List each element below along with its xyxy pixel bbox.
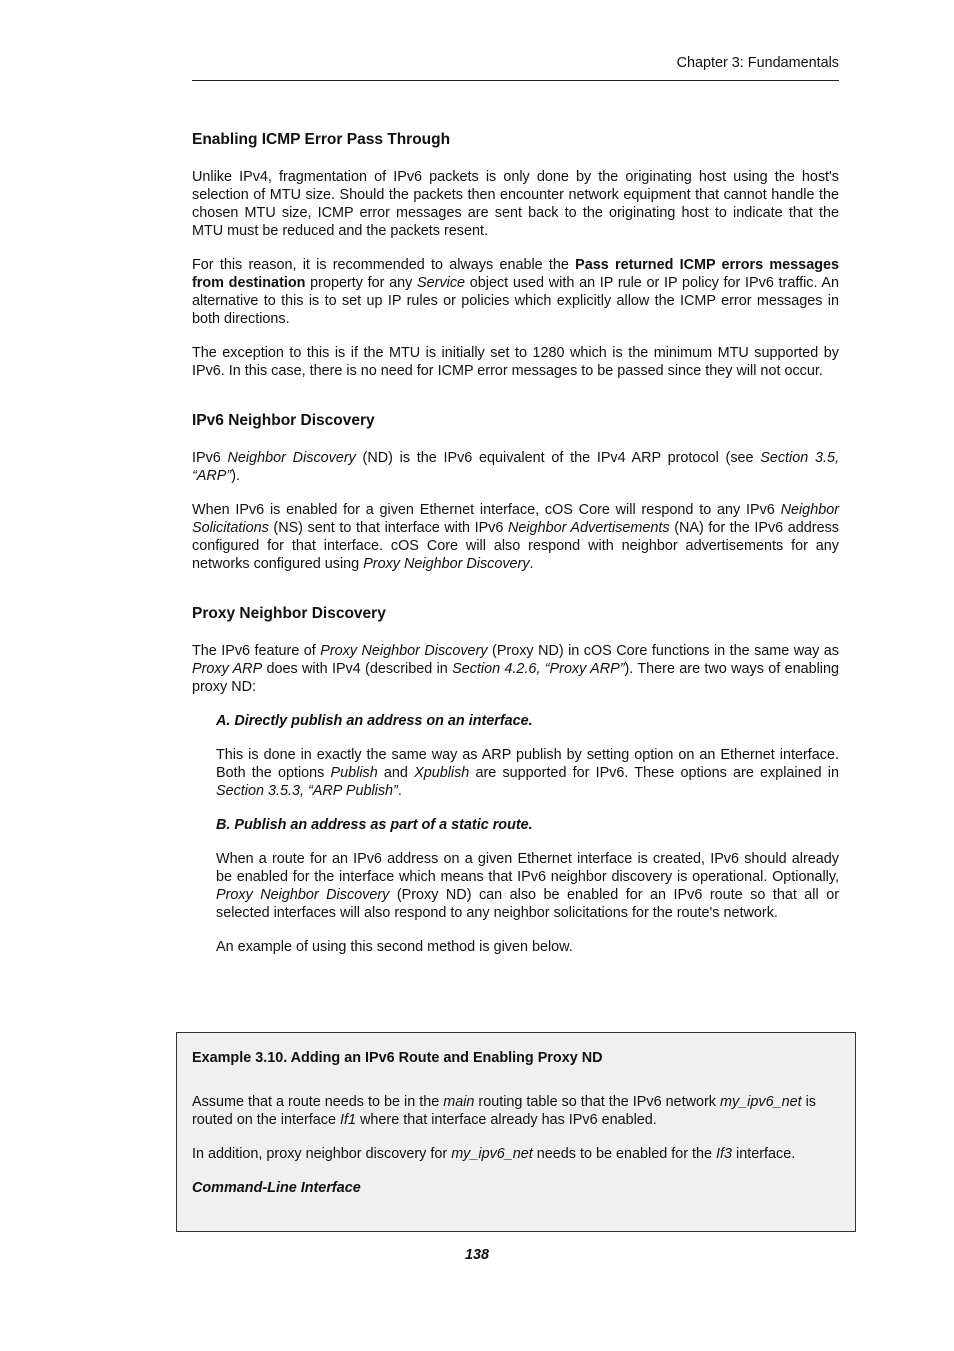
text-run: interface. xyxy=(732,1146,796,1162)
text-run: object used with an IP rule or IP policy for IPv6 traffic. An alternative to this is to set up IP rules or policies which explicitly allow the ICMP error messages in both directions. xyxy=(192,275,839,327)
paragraph xyxy=(216,746,839,800)
term: Proxy Neighbor Discovery xyxy=(216,887,390,903)
section-heading: Enabling ICMP Error Pass Through xyxy=(192,131,451,148)
paragraph: An example of using this second method is given below. xyxy=(216,939,573,955)
text-run: IPv6 xyxy=(192,450,228,466)
text-run: Assume that a route needs to be in the xyxy=(192,1094,444,1110)
paragraph: Unlike IPv4, fragmentation of IPv6 packets is only done by the originating host using the host's selection of MTU size. Should the packets then encounter network equipment that cannot handle the chosen MTU size, ICMP error messages are sent back to the originating host to indicate that the MTU must be reduced and the packets resent. xyxy=(192,169,839,239)
paragraph xyxy=(192,501,839,573)
section-heading: Proxy Neighbor Discovery xyxy=(192,605,386,622)
text-run: When IPv6 is enabled for a given Ethernet interface, cOS Core will respond to any IPv6 xyxy=(192,502,781,518)
paragraph xyxy=(192,642,839,696)
term: Neighbor Solicitations xyxy=(192,502,839,536)
paragraph xyxy=(192,1145,839,1163)
text-run: When a route for an IPv6 address on a given Ethernet interface is created, IPv6 should already be enabled for the interface which means that IPv6 neighbor discovery is operational. Optionally, xyxy=(216,851,839,885)
text-run: (Proxy ND) can also be enabled for an IPv6 route so that all or selected interfaces will also respond to any neighbor solicitations for the route's network. xyxy=(216,887,839,921)
term: Proxy Neighbor Discovery xyxy=(320,643,488,659)
example-title: Example 3.10. Adding an IPv6 Route and Enabling Proxy ND xyxy=(192,1050,603,1066)
paragraph xyxy=(192,256,839,328)
cross-reference-link[interactable]: Section 3.5, “ARP” xyxy=(192,450,839,484)
text-run: . xyxy=(397,783,402,799)
text-run: does with IPv4 (described in xyxy=(262,661,453,677)
paragraph xyxy=(192,1093,839,1129)
text-run: needs to be enabled for the xyxy=(532,1146,717,1162)
text-run: where that interface already has IPv6 enabled. xyxy=(356,1112,657,1128)
text-run: and xyxy=(377,765,415,781)
header-divider xyxy=(192,80,839,81)
table-name: main xyxy=(443,1094,475,1110)
text-run: For this reason, it is recommended to always enable the xyxy=(192,257,576,273)
text-run: ). xyxy=(231,468,240,484)
section-heading: IPv6 Neighbor Discovery xyxy=(192,412,375,429)
paragraph xyxy=(216,850,839,922)
paragraph xyxy=(192,449,839,485)
text-run: The IPv6 feature of xyxy=(192,643,321,659)
chapter-title: Chapter 3: Fundamentals xyxy=(676,55,839,71)
paragraph: The exception to this is if the MTU is initially set to 1280 which is the minimum MTU supported by IPv6. In this case, there is no need for ICMP error messages to be passed since they will not occur. xyxy=(192,345,839,379)
cross-reference-link[interactable]: Section 3.5.3, “ARP Publish” xyxy=(216,783,398,799)
method-heading: A. Directly publish an address on an interface. xyxy=(216,713,533,729)
text-run: (NS) sent to that interface with IPv6 xyxy=(268,520,508,536)
interface-name: If3 xyxy=(716,1146,733,1162)
text-run: property for any xyxy=(305,275,418,291)
cli-heading: Command-Line Interface xyxy=(192,1180,361,1196)
term: Neighbor Advertisements xyxy=(507,520,670,536)
option-name: Xpublish xyxy=(414,765,470,781)
term: Proxy ARP xyxy=(192,661,263,677)
example-box xyxy=(176,1032,856,1232)
network-name: my_ipv6_net xyxy=(451,1146,533,1162)
text-run: In addition, proxy neighbor discovery for xyxy=(192,1146,452,1162)
text-run: . xyxy=(529,556,534,572)
term: Proxy Neighbor Discovery xyxy=(363,556,530,572)
text-run: (NA) for the IPv6 address configured for that interface. cOS Core will also respond with neighbor advertisements for any networks configured using xyxy=(192,520,839,572)
text-run: are supported for IPv6. These options are explained in xyxy=(469,765,839,781)
network-name: my_ipv6_net xyxy=(720,1094,802,1110)
text-run: (Proxy ND) in cOS Core functions in the same way as xyxy=(487,643,840,659)
page-number: 138 xyxy=(464,1247,489,1263)
term: Neighbor Discovery xyxy=(227,450,356,466)
object-name: Service xyxy=(417,275,466,291)
text-run: ). There are two ways of enabling proxy ND: xyxy=(192,661,839,695)
property-name: Pass returned ICMP errors messages from destination xyxy=(192,257,839,291)
text-run: (ND) is the IPv6 equivalent of the IPv4 ARP protocol (see xyxy=(355,450,761,466)
option-name: Publish xyxy=(330,765,378,781)
method-heading: B. Publish an address as part of a static route. xyxy=(216,817,533,833)
text-run: This is done in exactly the same way as ARP publish by setting option on an Ethernet interface. Both the options xyxy=(216,747,839,781)
method-list xyxy=(216,712,839,956)
main-content xyxy=(192,129,839,972)
cross-reference-link[interactable]: Section 4.2.6, “Proxy ARP” xyxy=(452,661,625,677)
interface-name: If1 xyxy=(340,1112,357,1128)
text-run: is routed on the interface xyxy=(192,1094,817,1128)
text-run: routing table so that the IPv6 network xyxy=(474,1094,720,1110)
